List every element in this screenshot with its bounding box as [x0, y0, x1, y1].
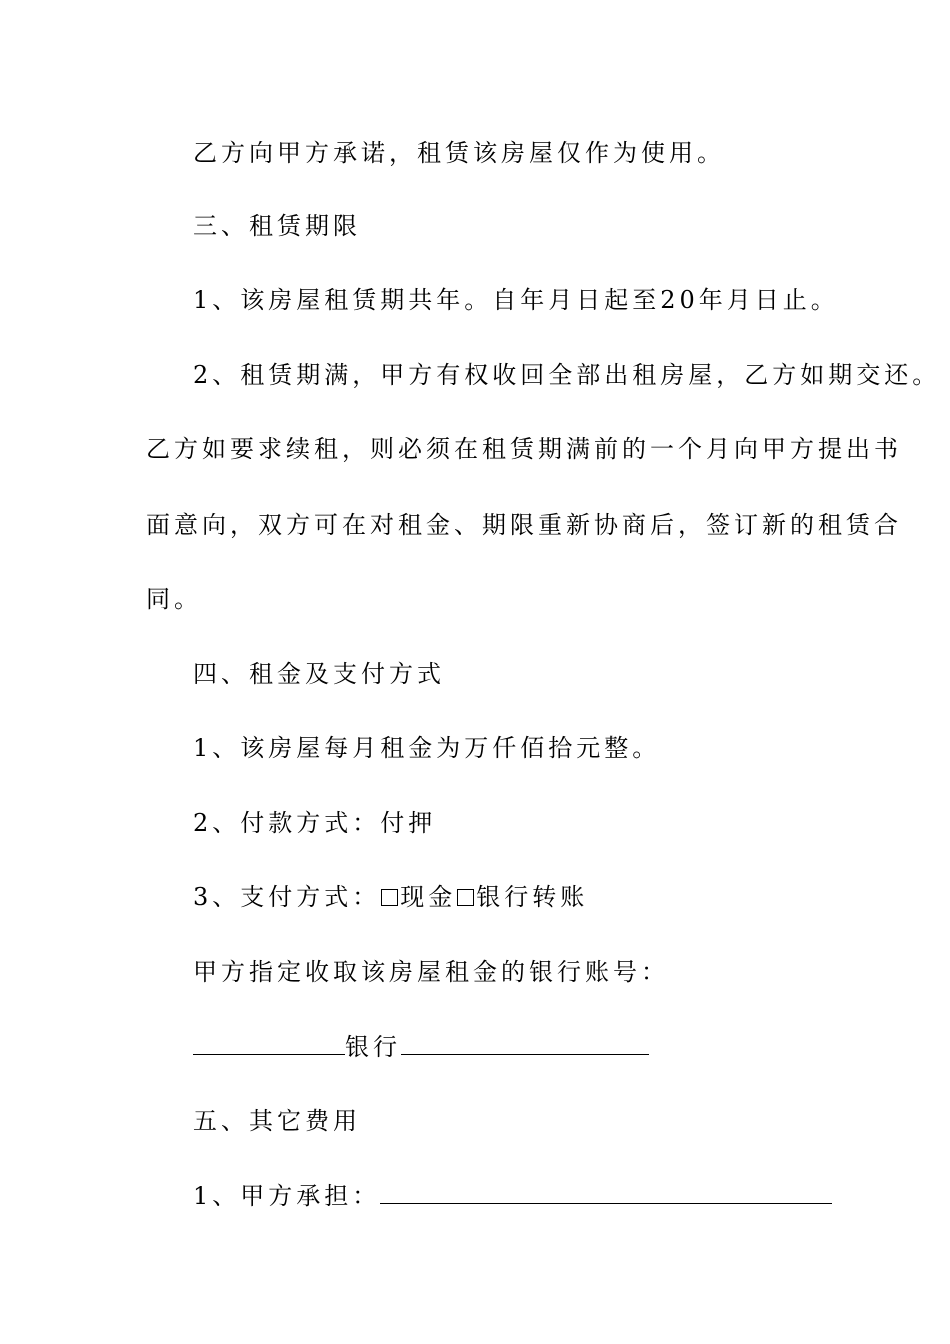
bank-name-blank[interactable]	[193, 1032, 345, 1055]
lease-expiry-line: 2、租赁期满，甲方有权收回全部出租房屋，乙方如期交还。	[193, 361, 941, 389]
bank-transfer-checkbox[interactable]	[457, 889, 474, 906]
renewal-line-3: 同。	[146, 585, 202, 613]
monthly-rent-line: 1、该房屋每月租金为万仟佰拾元整。	[193, 734, 661, 762]
bank-account-label: 甲方指定收取该房屋租金的银行账号：	[193, 958, 669, 986]
cash-checkbox[interactable]	[381, 889, 398, 906]
bank-account-line	[193, 1032, 649, 1062]
payment-type-label: 3、支付方式：	[193, 883, 381, 911]
usage-promise-line: 乙方向甲方承诺，租赁该房屋仅作为使用。	[193, 139, 725, 167]
lease-term-line: 1、该房屋租赁期共年。自年月日起至20年月日止。	[193, 286, 839, 314]
bank-word: 银行	[345, 1033, 401, 1061]
party-a-costs-blank[interactable]	[380, 1181, 832, 1204]
renewal-line-1: 乙方如要求续租，则必须在租赁期满前的一个月向甲方提出书	[146, 435, 902, 463]
party-a-costs-label: 1、甲方承担：	[193, 1182, 381, 1210]
section-3-heading: 三、租赁期限	[193, 212, 361, 240]
cash-option-label: 现金	[400, 883, 457, 911]
bank-account-blank[interactable]	[401, 1032, 649, 1055]
section-5-heading: 五、其它费用	[193, 1107, 361, 1135]
party-a-costs-line	[193, 1181, 832, 1211]
section-4-heading: 四、租金及支付方式	[193, 660, 445, 688]
bank-transfer-option-label: 银行转账	[476, 883, 589, 911]
payment-type-line	[193, 882, 588, 912]
payment-method-line: 2、付款方式：付押	[193, 809, 437, 837]
renewal-line-2: 面意向，双方可在对租金、期限重新协商后，签订新的租赁合	[146, 511, 902, 539]
